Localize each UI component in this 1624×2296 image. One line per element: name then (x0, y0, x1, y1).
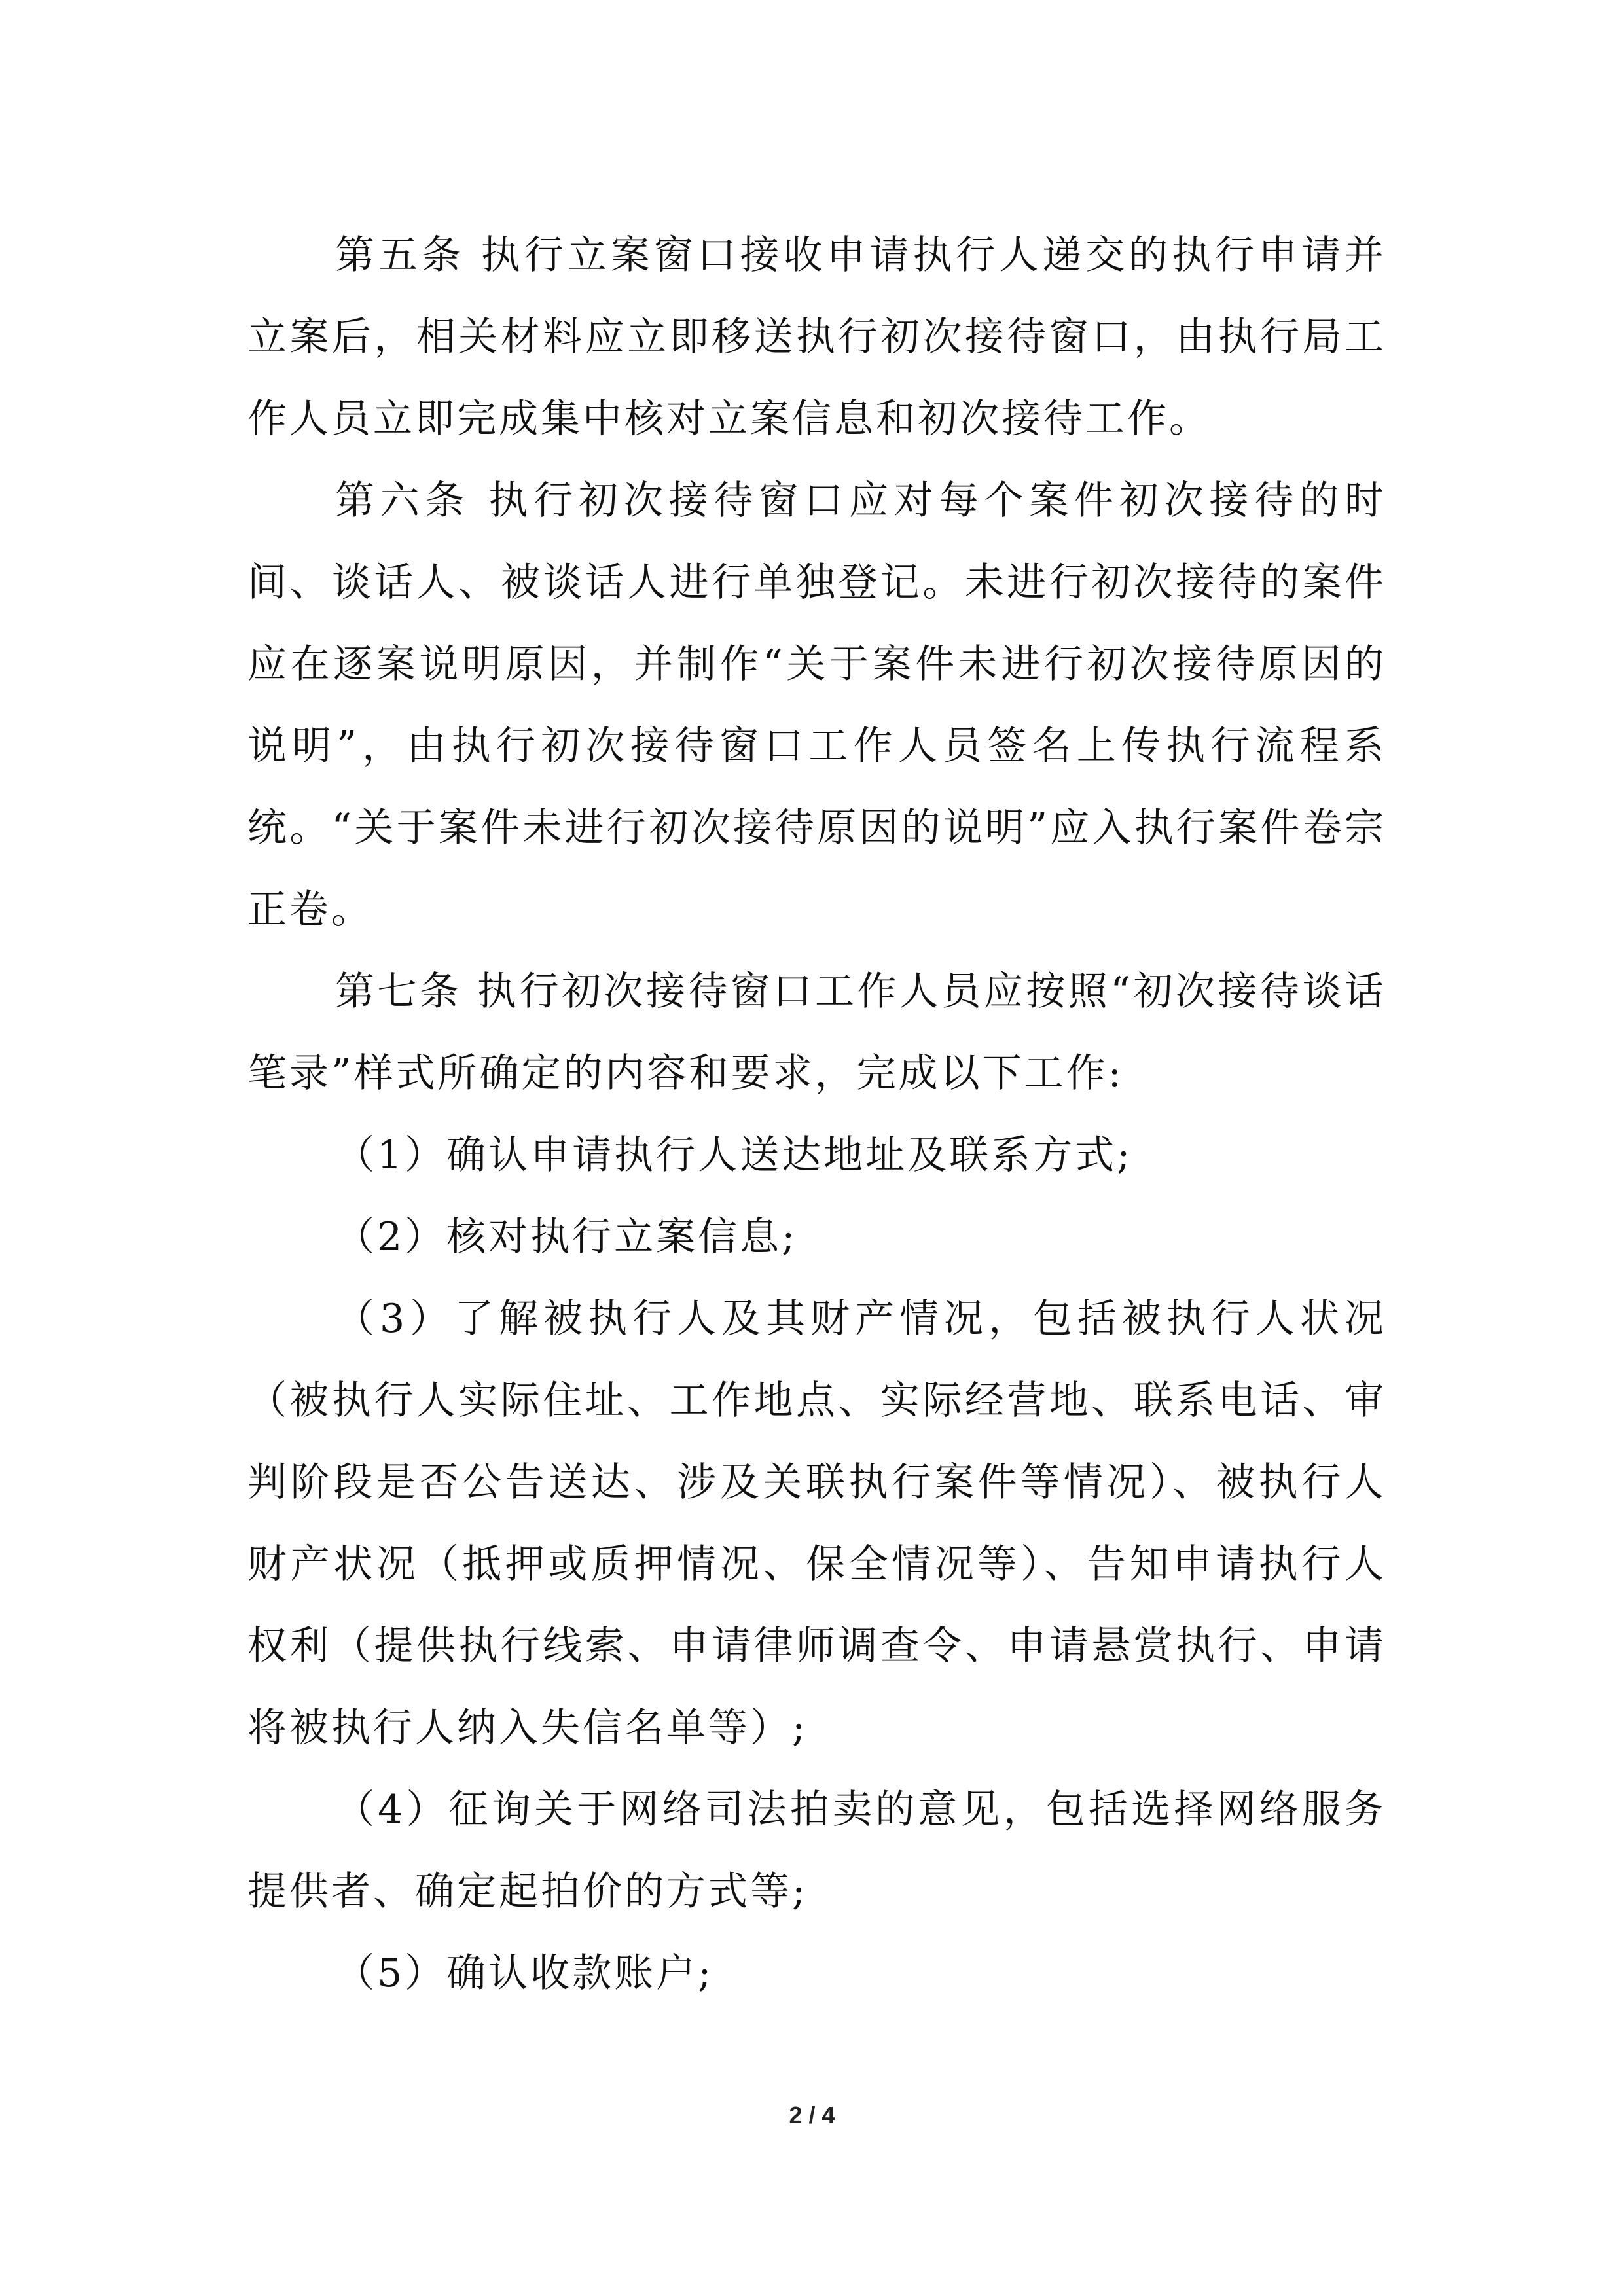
list-item-4: （4）征询关于网络司法拍卖的意见，包括选择网络服务提供者、确定起拍价的方式等; (247, 1787, 1386, 1914)
list-item-3: （3）了解被执行人及其财产情况，包括被执行人状况（被执行人实际住址、工作地点、实际经营地、联系电话、审判阶段是否公告送达、涉及关联执行案件等情况）、被执行人财产状况（抵押或质押情况、保全情况等）、告知申请执行人权利（提供执行线索、申请律师调查令、申请悬赏执行、申请将被执行人纳入失信名单等）; (247, 1296, 1386, 1751)
article-5-paragraph: 第五条 执行立案窗口接收申请执行人递交的执行申请并立案后，相关材料应立即移送执行初次接待窗口，由执行局工作人员立即完成集中核对立案信息和初次接待工作。 (247, 232, 1386, 442)
list-item-1: （1）确认申请执行人送达地址及联系方式; (335, 1132, 1133, 1178)
article-6-paragraph: 第六条 执行初次接待窗口应对每个案件初次接待的时间、谈话人、被谈话人进行单独登记。未进行初次接待的案件应在逐案说明原因，并制作“关于案件未进行初次接待原因的说明”，由执行初次接待窗口工作人员签名上传执行流程系统。“关于案件未进行初次接待原因的说明”应入执行案件卷宗正卷。 (247, 478, 1386, 933)
list-item-2: （2）核对执行立案信息; (335, 1214, 798, 1260)
document-body (247, 215, 1386, 2015)
page-number: 2 / 4 (789, 2102, 835, 2128)
list-item-5: （5）确认收款账户; (335, 1950, 714, 1996)
article-7-paragraph: 第七条 执行初次接待窗口工作人员应按照“初次接待谈话笔录”样式所确定的内容和要求，完成以下工作: (247, 969, 1386, 1096)
